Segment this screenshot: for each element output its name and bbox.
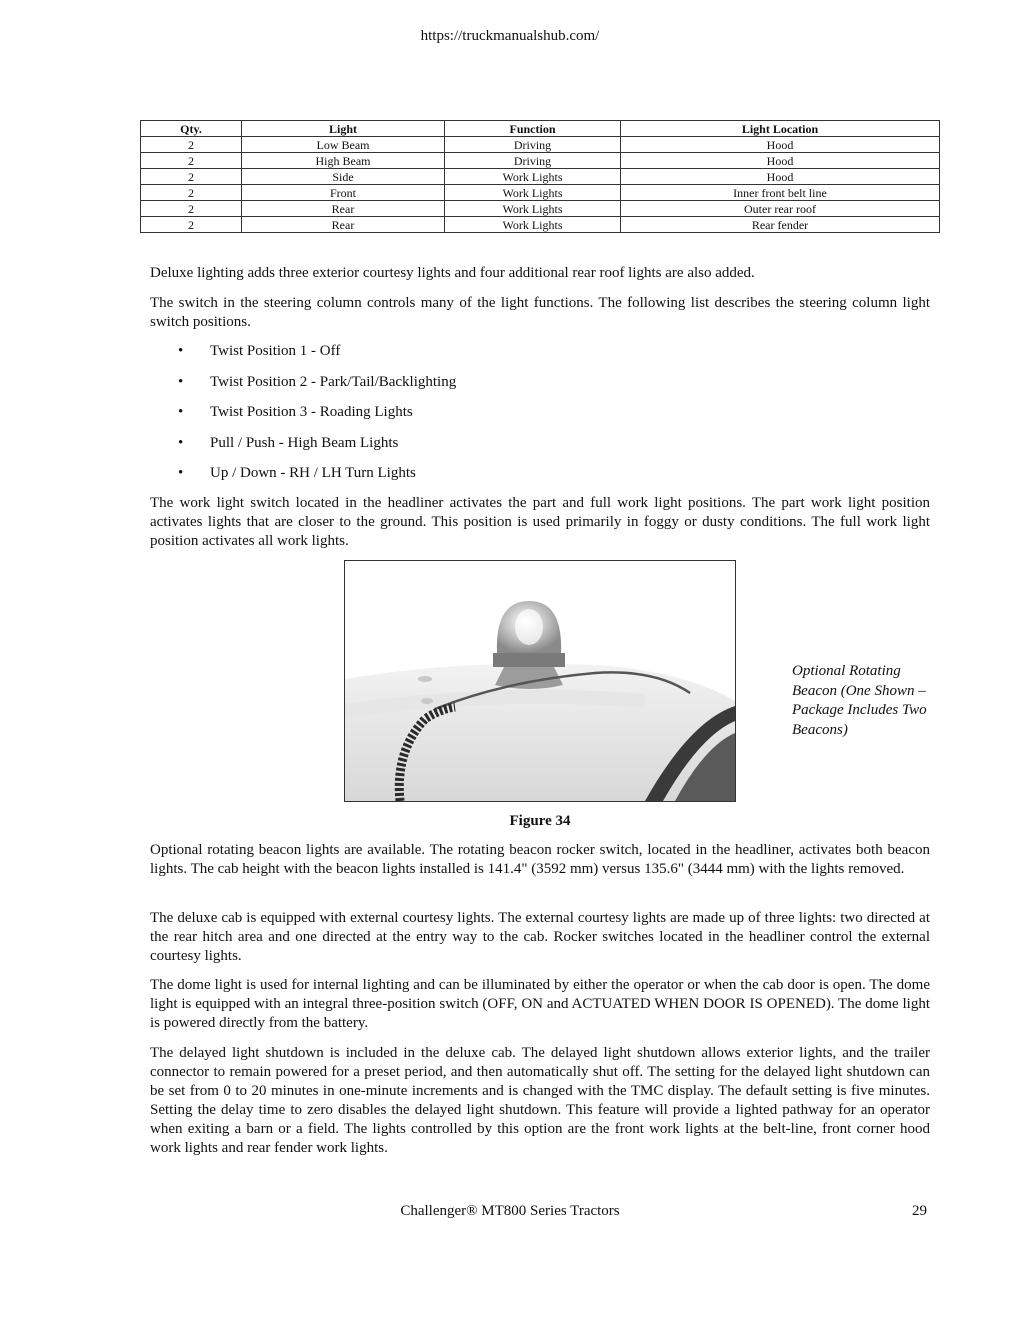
cell-light: Side	[242, 169, 445, 185]
list-item-text: Twist Position 3 - Roading Lights	[210, 404, 413, 420]
paragraph-work-light: The work light switch located in the headliner activates the part and full work light positions. The part work light position activates lights that are closer to the ground. This position is used primarily in foggy or dusty conditions. The full work light position activates all work lights.	[150, 495, 930, 549]
paragraph-courtesy: The deluxe cab is equipped with external courtesy lights. The external courtesy lights are made up of three lights: two directed at the rear hitch area and one directed at the entry way to the cab. Rocker switches located in the headliner control the external courtesy lights.	[150, 910, 930, 964]
bullet-icon: •	[178, 434, 184, 451]
bullet-icon: •	[178, 373, 184, 390]
header-location: Light Location	[621, 121, 940, 137]
table-header-row	[141, 121, 940, 137]
header-url: https://truckmanualshub.com/	[420, 28, 600, 44]
beacon-photo	[344, 560, 736, 802]
cell-light: Front	[242, 185, 445, 201]
table-row	[141, 185, 940, 201]
list-item	[150, 371, 850, 402]
cell-location: Hood	[621, 137, 940, 153]
list-item	[150, 462, 850, 493]
cell-light: Rear	[242, 217, 445, 233]
list-item	[150, 401, 850, 432]
cell-light: High Beam	[242, 153, 445, 169]
list-item-text: Twist Position 2 - Park/Tail/Backlighting	[210, 373, 457, 390]
cell-qty: 2	[141, 217, 242, 233]
footer-title: Challenger® MT800 Series Tractors	[400, 1203, 620, 1219]
switch-position-list	[150, 340, 850, 493]
cell-light: Rear	[242, 201, 445, 217]
figure-side-caption: Optional Rotating Beacon (One Shown – Package Includes Two Beacons)	[792, 663, 927, 738]
cell-light: Low Beam	[242, 137, 445, 153]
paragraph-switch-intro: The switch in the steering column controls many of the light functions. The following list describes the steering column light switch positions.	[150, 295, 930, 330]
list-item	[150, 340, 850, 371]
cell-qty: 2	[141, 153, 242, 169]
cell-function: Work Lights	[445, 217, 621, 233]
cell-qty: 2	[141, 137, 242, 153]
list-item	[150, 432, 850, 463]
paragraph-deluxe: Deluxe lighting adds three exterior courtesy lights and four additional rear roof lights are also added.	[150, 265, 755, 281]
header-qty: Qty.	[141, 121, 242, 137]
list-item-text: Twist Position 1 - Off	[210, 343, 341, 359]
list-item-text: Up / Down - RH / LH Turn Lights	[210, 465, 416, 481]
cell-qty: 2	[141, 169, 242, 185]
cell-qty: 2	[141, 201, 242, 217]
paragraph-beacon: Optional rotating beacon lights are available. The rotating beacon rocker switch, located in the headliner, activates both beacon lights. The cab height with the beacon lights installed is 141.4" (3592 mm) versus 135.6" (3444 mm) with the lights removed.	[150, 842, 930, 877]
cell-function: Work Lights	[445, 185, 621, 201]
bullet-icon: •	[178, 465, 184, 481]
cell-function: Work Lights	[445, 201, 621, 217]
table-row	[141, 153, 940, 169]
cell-function: Driving	[445, 137, 621, 153]
table-row	[141, 217, 940, 233]
bullet-icon: •	[178, 343, 184, 359]
paragraph-dome: The dome light is used for internal lighting and can be illuminated by either the operator or when the cab door is open. The dome light is equipped with an integral three-position switch (OFF, ON and ACTUATED WHEN DOOR IS OPENED). The dome light is powered directly from the battery.	[150, 977, 930, 1031]
cell-location: Hood	[621, 169, 940, 185]
cell-location: Rear fender	[621, 217, 940, 233]
header-function: Function	[445, 121, 621, 137]
header-light: Light	[242, 121, 445, 137]
table-row	[141, 169, 940, 185]
cell-location: Hood	[621, 153, 940, 169]
bullet-icon: •	[178, 404, 184, 420]
cell-function: Work Lights	[445, 169, 621, 185]
beacon-illustration	[345, 561, 735, 801]
cell-function: Driving	[445, 153, 621, 169]
table-row	[141, 137, 940, 153]
page-number: 29	[912, 1203, 927, 1219]
table-row	[141, 201, 940, 217]
cell-location: Inner front belt line	[621, 185, 940, 201]
cell-location: Outer rear roof	[621, 201, 940, 217]
light-table	[140, 120, 940, 233]
list-item-text: Pull / Push - High Beam Lights	[210, 434, 399, 451]
cell-qty: 2	[141, 185, 242, 201]
paragraph-delayed: The delayed light shutdown is included in the deluxe cab. The delayed light shutdown allows exterior lights, and the trailer connector to remain powered for a preset period, and then automatically shut off. The setting for the delayed light shutdown can be set from 0 to 20 minutes in one-minute increments and is changed with the TMC display. The default setting is five minutes. Setting the delay time to zero disables the delayed light shutdown. This feature will provide a lighted pathway for an operator when exiting a barn or a field. The lights controlled by this option are the front work lights at the belt-line, front corner hood work lights and rear fender work lights.	[150, 1045, 930, 1156]
figure-title: Figure 34	[509, 813, 571, 829]
